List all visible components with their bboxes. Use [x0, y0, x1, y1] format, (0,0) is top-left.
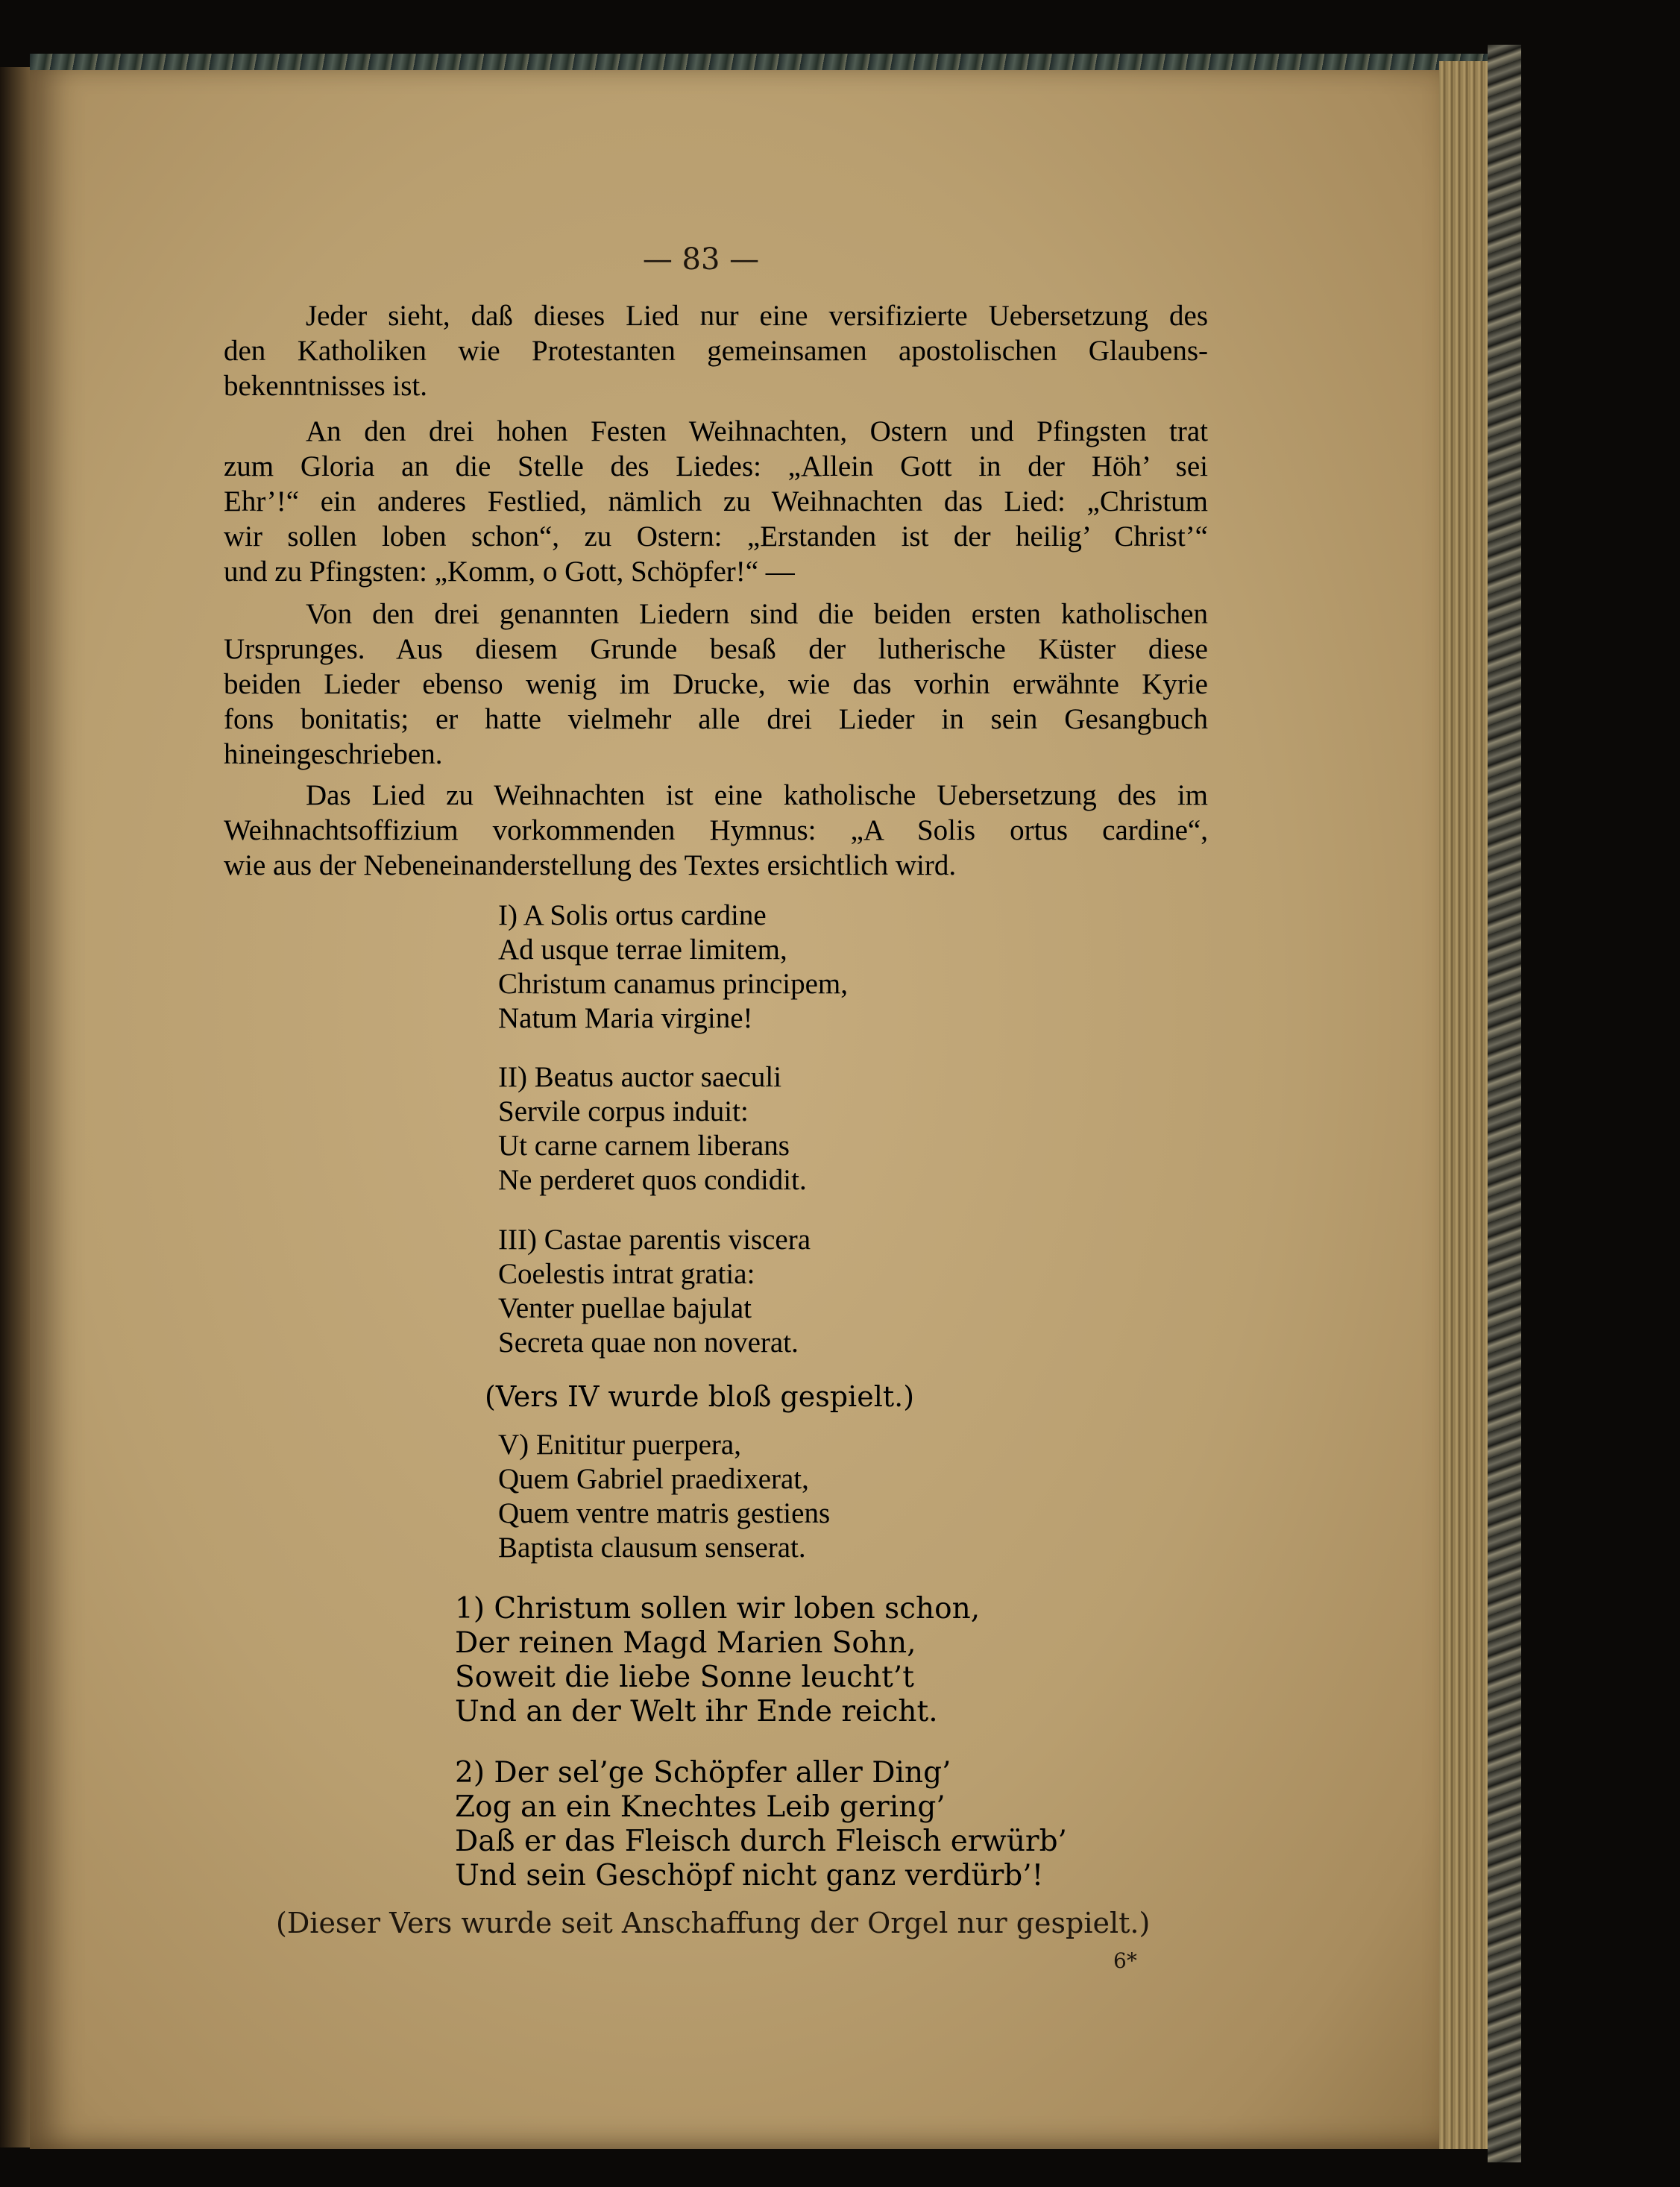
text-line: fons bonitatis; er hatte vielmehr alle drei Lieder in sein Gesangbuch — [224, 703, 1208, 735]
paragraph-2 — [224, 414, 1208, 589]
marbled-cover-edge — [1488, 45, 1521, 2162]
text-line: beiden Lieder ebenso wenig im Drucke, wie das vorhin erwähnte Kyrie — [224, 668, 1208, 700]
verse-line: Und an der Welt ihr Ende reicht. — [455, 1695, 938, 1728]
text-line: Von den drei genannten Liedern sind die beiden ersten katholischen — [306, 598, 1208, 630]
verse-line: Und sein Geschöpf nicht ganz verdürb’! — [455, 1859, 1044, 1892]
verse-line: Venter puellae bajulat — [498, 1292, 752, 1324]
verse-line: Baptista clausum senserat. — [498, 1532, 806, 1564]
text-line: Ehr’!“ ein anderes Festlied, nämlich zu Weihnachten das Lied: „Christum — [224, 485, 1208, 517]
verse-line: Servile corpus induit: — [498, 1095, 749, 1127]
verse-line: Christum canamus principem, — [498, 968, 848, 1000]
text-line: den Katholiken wie Protestanten gemeinsamen apostolischen Glaubens- — [224, 335, 1208, 367]
text-line: Ursprunges. Aus diesem Grunde besaß der lutherische Küster diese — [224, 633, 1208, 665]
text-line: und zu Pfingsten: „Komm, o Gott, Schöpfer!“ — — [224, 556, 795, 588]
verse-line: 2) Der sel’ge Schöpfer aller Ding’ — [455, 1756, 951, 1790]
text-line: An den drei hohen Festen Weihnachten, Ostern und Pfingsten trat — [306, 415, 1208, 447]
verse-line: Soweit die liebe Sonne leucht’t — [455, 1661, 914, 1694]
text-line: Weihnachtsoffizium vorkommenden Hymnus: „A Solis ortus cardine“, — [224, 814, 1208, 846]
latin-verse-5 — [498, 1428, 830, 1565]
latin-verse-3 — [498, 1223, 811, 1360]
page-number: — 83 — — [642, 242, 760, 277]
verse-line: Der reinen Magd Marien Sohn, — [455, 1626, 916, 1660]
text-line: wie aus der Nebeneinanderstellung des Textes ersichtlich wird. — [224, 849, 957, 881]
text-line: zum Gloria an die Stelle des Liedes: „Allein Gott in der Höh’ sei — [224, 450, 1208, 482]
verse-line: Quem ventre matris gestiens — [498, 1497, 831, 1529]
verse-line: III) Castae parentis viscera — [498, 1224, 811, 1256]
text-line: wir sollen loben schon“, zu Ostern: „Erstanden ist der heilig’ Christ’“ — [224, 520, 1208, 553]
verse-line: Natum Maria virgine! — [498, 1002, 753, 1034]
text-line: bekenntnisses ist. — [224, 370, 427, 402]
verse-line: Ad usque terrae limitem, — [498, 934, 787, 966]
verse-line: Zog an ein Knechtes Leib gering’ — [455, 1790, 946, 1824]
latin-verse-1 — [498, 899, 848, 1036]
verse-line: 1) Christum sollen wir loben schon, — [455, 1592, 981, 1626]
verse-line: Daß er das Fleisch durch Fleisch erwürb’ — [455, 1825, 1067, 1858]
paragraph-3 — [224, 597, 1208, 772]
verse-line: V) Enititur puerpera, — [498, 1429, 741, 1461]
german-verse-1 — [455, 1592, 980, 1729]
signature-mark: 6* — [1113, 1948, 1137, 1973]
page-fore-edge — [1439, 61, 1491, 2149]
verse-line: Secreta quae non noverat. — [498, 1327, 799, 1359]
verse-4-note: (Vers IV wurde bloß gespielt.) — [485, 1380, 915, 1413]
latin-verse-2 — [498, 1060, 807, 1198]
paragraph-4 — [224, 778, 1208, 883]
verse-line: Ne perderet quos condidit. — [498, 1164, 807, 1196]
text-line: hineingeschrieben. — [224, 738, 443, 770]
verse-line: I) A Solis ortus cardine — [498, 899, 767, 931]
text-line: Jeder sieht, daß dieses Lied nur eine versifizierte Uebersetzung des — [306, 300, 1208, 332]
verse-line: Ut carne carnem liberans — [498, 1130, 790, 1162]
paragraph-1 — [224, 298, 1208, 403]
german-verse-2 — [455, 1756, 1067, 1893]
footnote: (Dieser Vers wurde seit Anschaffung der Orgel nur gespielt.) — [276, 1907, 1151, 1939]
verse-line: II) Beatus auctor saeculi — [498, 1061, 782, 1093]
verse-line: Coelestis intrat gratia: — [498, 1258, 755, 1290]
verse-line: Quem Gabriel praedixerat, — [498, 1463, 809, 1495]
text-line: Das Lied zu Weihnachten ist eine katholische Uebersetzung des im — [306, 779, 1208, 811]
top-binding-edge — [30, 54, 1506, 70]
